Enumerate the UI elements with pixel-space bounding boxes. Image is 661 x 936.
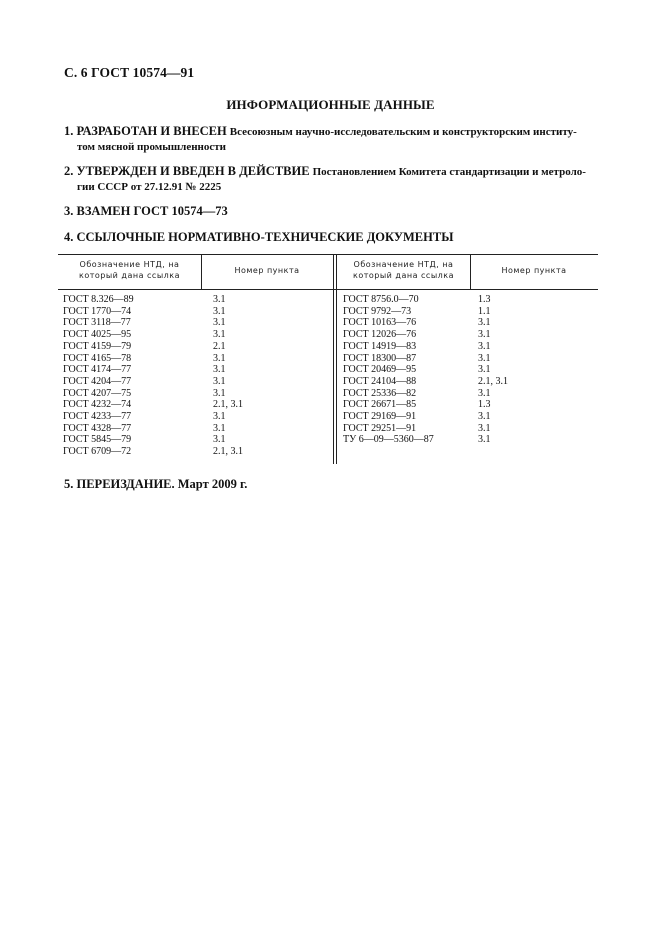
table-middle-divider: [336, 254, 337, 464]
table-cell: 1.1: [478, 305, 491, 317]
table-cell: 1.3: [478, 294, 491, 305]
section-title: ИНФОРМАЦИОННЫЕ ДАННЫЕ: [226, 97, 435, 112]
right-clauses-column: [478, 294, 508, 446]
table-cell: 3.1: [213, 375, 226, 387]
left-clauses-column: [213, 294, 243, 458]
table-cell: ГОСТ 29251—91: [343, 422, 417, 434]
table-cell: ГОСТ 4025—95: [63, 329, 132, 341]
item-heading: 3. ВЗАМЕН ГОСТ 10574—73: [64, 204, 228, 218]
header-line: Обозначение НТД, на: [79, 260, 180, 269]
table-cell: ГОСТ 4204—77: [63, 375, 132, 387]
info-item-developed: [64, 124, 604, 155]
table-cell: 3.1: [213, 294, 226, 305]
table-cell: 3.1: [213, 364, 226, 376]
item-heading: 4. ССЫЛОЧНЫЕ НОРМАТИВНО-ТЕХНИЧЕСКИЕ ДОКУМЕНТЫ: [64, 230, 454, 244]
header-clause-number: Номер пункта: [501, 266, 567, 275]
table-cell: 3.1: [213, 411, 226, 423]
info-item-references: [64, 230, 604, 245]
table-top-border: [58, 254, 598, 255]
info-item-replaces: [64, 204, 604, 219]
table-cell: ГОСТ 1770—74: [63, 305, 132, 317]
table-cell: 3.1: [213, 329, 226, 341]
table-cell: 3.1: [478, 352, 491, 364]
table-cell: 3.1: [213, 317, 226, 329]
table-cell: ГОСТ 6709—72: [63, 446, 132, 458]
info-item-reissue: [64, 477, 604, 492]
table-cell: ГОСТ 9792—73: [343, 305, 412, 317]
table-cell: 3.1: [478, 364, 491, 376]
right-docs-column: [343, 294, 434, 446]
reference-documents-table: [58, 254, 598, 464]
table-cell: 3.1: [213, 352, 226, 364]
header-doc-designation: [58, 259, 201, 281]
table-cell: 2.1: [213, 340, 226, 352]
table-cell: 3.1: [478, 340, 491, 352]
table-cell: ГОСТ 4207—75: [63, 387, 132, 399]
table-cell: 2.1, 3.1: [478, 375, 508, 387]
table-header-divider: [58, 289, 598, 290]
table-cell: ГОСТ 5845—79: [63, 434, 132, 446]
table-cell: 3.1: [478, 387, 491, 399]
table-cell: ГОСТ 4232—74: [63, 399, 132, 411]
table-cell: ГОСТ 4328—77: [63, 422, 132, 434]
header-line: который дана ссылка: [79, 271, 180, 280]
table-cell: ГОСТ 4159—79: [63, 340, 132, 352]
table-cell: ГОСТ 4233—77: [63, 411, 132, 423]
table-cell: ГОСТ 4165—78: [63, 352, 132, 364]
header-line: Обозначение НТД, на: [353, 260, 454, 269]
item-heading: 1. РАЗРАБОТАН И ВНЕСЕН: [64, 124, 227, 138]
item-heading: 5. ПЕРЕИЗДАНИЕ. Март 2009 г.: [64, 477, 248, 491]
table-cell: 3.1: [478, 317, 491, 329]
table-cell: ГОСТ 18300—87: [343, 352, 417, 364]
table-cell: ГОСТ 8.326—89: [63, 294, 134, 305]
table-cell: 3.1: [478, 411, 491, 423]
left-docs-column: [63, 294, 134, 458]
table-cell: 3.1: [478, 434, 491, 446]
table-cell: ТУ 6—09—5360—87: [343, 434, 434, 446]
table-cell: 3.1: [213, 305, 226, 317]
table-cell: ГОСТ 4174—77: [63, 364, 132, 376]
table-cell: 2.1, 3.1: [213, 446, 243, 458]
header-clause-number: Номер пункта: [234, 266, 300, 275]
table-cell: 3.1: [213, 387, 226, 399]
page-number-header: С. 6 ГОСТ 10574—91: [64, 65, 195, 80]
table-cell: ГОСТ 14919—83: [343, 340, 417, 352]
table-cell: 2.1, 3.1: [213, 399, 243, 411]
table-cell: ГОСТ 24104—88: [343, 375, 417, 387]
table-cell: ГОСТ 25336—82: [343, 387, 417, 399]
table-cell: 3.1: [478, 422, 491, 434]
item-text-continued: том мясной промышленности: [77, 141, 227, 153]
table-cell: ГОСТ 12026—76: [343, 329, 417, 341]
header-line: который дана ссылка: [353, 271, 454, 280]
table-cell: ГОСТ 10163—76: [343, 317, 417, 329]
item-text: Всесоюзным научно-исследовательским и конструкторским институ-: [229, 126, 577, 138]
table-cell: 1.3: [478, 399, 491, 411]
item-heading: 2. УТВЕРЖДЕН И ВВЕДЕН В ДЕЙСТВИЕ: [64, 164, 310, 178]
item-text-continued: гии СССР от 27.12.91 № 2225: [77, 181, 222, 193]
item-text: Постановлением Комитета стандартизации и метроло-: [312, 166, 586, 178]
table-cell: ГОСТ 29169—91: [343, 411, 417, 423]
table-middle-divider: [333, 254, 334, 464]
table-cell: ГОСТ 20469—95: [343, 364, 417, 376]
header-doc-designation: [337, 259, 470, 281]
table-cell: 3.1: [478, 329, 491, 341]
info-item-approved: [64, 164, 604, 195]
table-cell: 3.1: [213, 434, 226, 446]
table-cell: ГОСТ 3118—77: [63, 317, 131, 329]
table-cell: 3.1: [213, 422, 226, 434]
table-cell: ГОСТ 26671—85: [343, 399, 417, 411]
table-cell: ГОСТ 8756.0—70: [343, 294, 419, 305]
